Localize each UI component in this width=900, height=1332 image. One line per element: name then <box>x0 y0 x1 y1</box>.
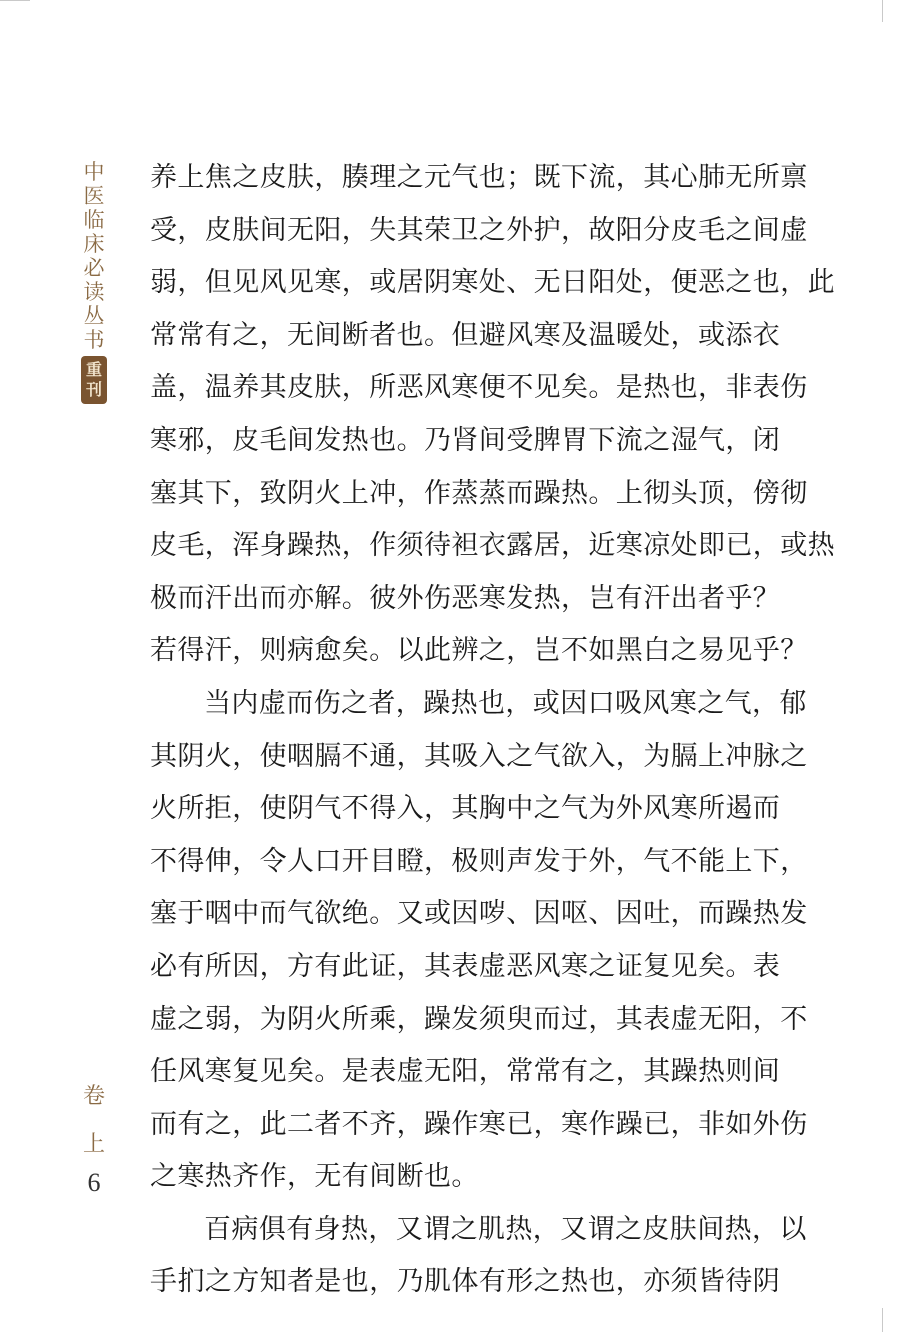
text-line: 任风寒复见矣。是表虚无阳，常常有之，其躁热则间 <box>150 1056 781 1088</box>
text-line: 盖，温养其皮肤，所恶风寒便不见矣。是热也，非表伤 <box>150 372 808 404</box>
series-title-vertical <box>74 160 114 404</box>
series-title-char: 临 <box>83 208 105 232</box>
text-line: 火所拒，使阴气不得入，其胸中之气为外风寒所遏而 <box>150 793 781 825</box>
series-title-char: 必 <box>83 256 105 280</box>
text-line: 之寒热齐作，无有间断也。 <box>150 1161 479 1193</box>
seal-char: 重 <box>85 360 102 379</box>
text-line: 寒邪，皮毛间发热也。乃肾间受脾胃下流之湿气，闭 <box>150 424 781 456</box>
text-line: 塞其下，致阴火上冲，作蒸蒸而躁热。上彻头顶，傍彻 <box>150 477 808 509</box>
text-line: 其阴火，使咽膈不通，其吸入之气欲入，为膈上冲脉之 <box>150 740 808 772</box>
volume-label-char: 上 <box>82 1132 105 1157</box>
series-title-char: 读 <box>83 280 105 304</box>
text-line: 皮毛，浑身躁热，作须待袒衣露居，近寒凉处即已，或热 <box>150 530 835 562</box>
text-line: 手扪之方知者是也，乃肌体有形之热也，亦须皆待阴 <box>150 1266 781 1298</box>
text-line: 常常有之，无间断者也。但避风寒及温暖处，或添衣 <box>150 319 781 351</box>
volume-label-char: 卷 <box>82 1084 105 1109</box>
text-line: 若得汗，则病愈矣。以此辨之，岂不如黑白之易见乎？ <box>150 635 808 667</box>
text-line: 不得伸，令人口开目瞪，极则声发于外，气不能上下， <box>150 845 808 877</box>
series-title-char: 医 <box>83 184 105 208</box>
text-line: 极而汗出而亦解。彼外伤恶寒发热，岂有汗出者乎？ <box>150 582 781 614</box>
series-title-char: 书 <box>83 328 105 352</box>
text-line: 而有之，此二者不齐，躁作寒已，寒作躁已，非如外伤 <box>150 1108 808 1140</box>
paragraph-start-line: 当内虚而伤之者，躁热也，或因口吸风寒之气，郁 <box>204 687 807 719</box>
page-number: 6 <box>87 1168 101 1197</box>
crop-mark-bottom-right <box>882 1308 883 1332</box>
text-line: 虚之弱，为阴火所乘，躁发须臾而过，其表虚无阳，不 <box>150 1003 808 1035</box>
main-text <box>150 152 835 1309</box>
series-title-char: 床 <box>83 232 105 256</box>
series-title-char: 中 <box>83 160 105 184</box>
reprint-seal <box>81 356 107 404</box>
volume-label-vertical <box>74 1084 114 1158</box>
text-line: 塞于咽中而气欲绝。又或因哕、因呕、因吐，而躁热发 <box>150 898 808 930</box>
text-line: 受，皮肤间无阳，失其荣卫之外护，故阳分皮毛之间虚 <box>150 214 808 246</box>
crop-mark-top-left <box>0 0 30 1</box>
text-line: 养上焦之皮肤，腠理之元气也；既下流，其心肺无所禀 <box>150 162 808 193</box>
paragraph-start-line: 百病俱有身热，又谓之肌热，又谓之皮肤间热，以 <box>204 1213 807 1245</box>
crop-mark-top-right <box>882 0 883 22</box>
series-title-char: 丛 <box>83 304 105 328</box>
text-line: 弱，但见风见寒，或居阴寒处、无日阳处，便恶之也，此 <box>150 267 835 299</box>
text-line: 必有所因，方有此证，其表虚恶风寒之证复见矣。表 <box>150 950 781 982</box>
seal-char: 刊 <box>85 380 102 399</box>
